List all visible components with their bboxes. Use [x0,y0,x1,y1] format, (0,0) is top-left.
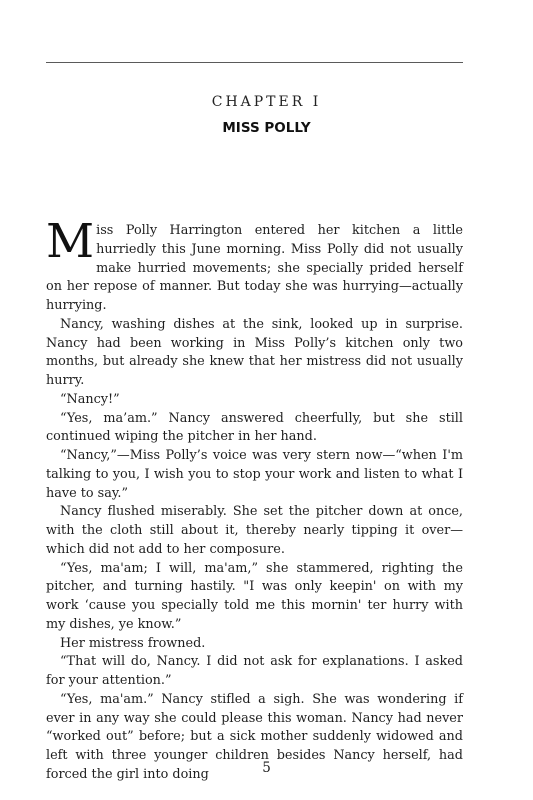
paragraph: “Nancy!” [60,391,120,407]
paragraph-text: iss Polly Harrington entered her kitchen a little hurriedly this June morning. Miss Polly did not usually make hurried movements; she specially prided herself on her repose of manner. But today she was hurrying—actually hurrying. [46,223,463,313]
chapter-body [46,214,463,785]
paragraph: “Nancy,”—Miss Polly’s voice was very stern now—“when I'm talking to you, I wish you to stop your work and listen to what I have to say.” [46,448,463,501]
paragraph: Nancy flushed miserably. She set the pitcher down at once, with the cloth still about it, thereby nearly tipping it over—which did not add to her composure. [46,504,463,557]
paragraph: “Yes, ma’am.” Nancy answered cheerfully, but she still continued wiping the pitcher in her hand. [46,410,463,445]
paragraph [46,214,463,316]
chapter-title: MISS POLLY [222,120,311,136]
paragraph: “That will do, Nancy. I did not ask for explanations. I asked for your attention.” [46,654,463,688]
header-rule [46,62,463,63]
paragraph: “Yes, ma'am; I will, ma'am,” she stammered, righting the pitcher, and turning hastily. "I was only keepin' on with my work ‘cause you specially told me this mornin' ter hurry with my dishes, ye know.” [46,560,463,632]
drop-cap: M [46,214,95,269]
paragraph: Nancy, washing dishes at the sink, looked up in surprise. Nancy had been working in Miss Polly’s kitchen only two months, but already she knew that her mistress did not usually hurry. [46,316,463,388]
page-number: 5 [262,760,271,776]
paragraph: Her mistress frowned. [60,635,206,651]
chapter-number: CHAPTER I [211,94,322,110]
paragraph: “Yes, ma'am.” Nancy stifled a sigh. She was wondering if ever in any way she could please this woman. Nancy had never “worked out” before; but a sick mother suddenly widowed and left with three younger children besides Nancy herself, had forced the girl into doing [46,691,463,782]
